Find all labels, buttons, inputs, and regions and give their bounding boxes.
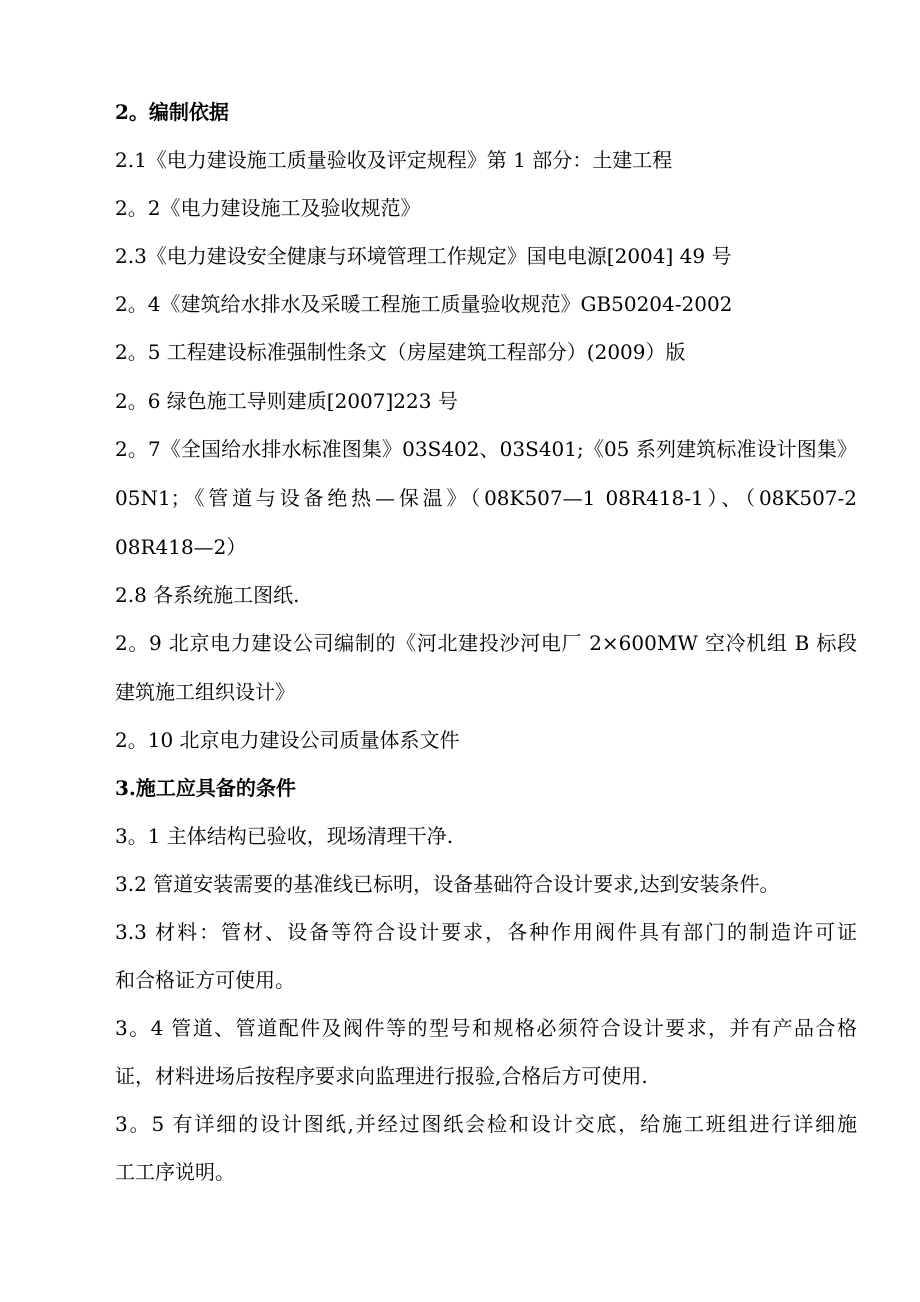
section-3-item-5-line-2: 工工序说明。 xyxy=(115,1160,235,1184)
section-2-item-6: 2。6 绿色施工导则建质[2007]223 号 xyxy=(115,389,458,413)
section-2-item-3: 2.3《电力建设安全健康与环境管理工作规定》国电电源[2004] 49 号 xyxy=(115,244,732,268)
section-3-item-2: 3.2 管道安装需要的基准线已标明，设备基础符合设计要求,达到安装条件。 xyxy=(115,872,780,896)
section-2-heading: 2。编制依据 xyxy=(115,100,229,124)
section-2-item-1: 2.1《电力建设施工质量验收及评定规程》第 1 部分：土建工程 xyxy=(115,148,673,172)
section-3-heading: 3.施工应具备的条件 xyxy=(115,776,296,800)
section-2-item-7-line-1: 2。7《全国给水排水标准图集》03S402、03S401;《05 系列建筑标准设计图集》 xyxy=(115,437,857,461)
section-2-item-4: 2。4《建筑给水排水及采暖工程施工质量验收规范》GB50204-2002 xyxy=(115,292,733,316)
section-2-item-9-line-1: 2。9 北京电力建设公司编制的《河北建投沙河电厂 2×600MW 空冷机组 B 标段 xyxy=(115,631,857,655)
section-3-item-1: 3。1 主体结构已验收，现场清理干净. xyxy=(115,824,454,848)
section-3-item-3-line-2: 和合格证方可使用。 xyxy=(115,968,295,992)
section-2-item-10: 2。10 北京电力建设公司质量体系文件 xyxy=(115,728,460,752)
section-2-item-2: 2。2《电力建设施工及验收规范》 xyxy=(115,196,421,220)
section-3-item-4-line-1: 3。4 管道、管道配件及阀件等的型号和规格必须符合设计要求，并有产品合格 xyxy=(115,1016,857,1040)
section-2-item-9-line-2: 建筑施工组织设计》 xyxy=(115,680,295,704)
section-2-item-8: 2.8 各系统施工图纸. xyxy=(115,583,300,607)
section-3-item-5-line-1: 3。5 有详细的设计图纸,并经过图纸会检和设计交底，给施工班组进行详细施 xyxy=(115,1112,857,1136)
section-3-item-4-line-2: 证，材料进场后按程序要求向监理进行报验,合格后方可使用. xyxy=(115,1064,648,1088)
section-3-item-3-line-1: 3.3 材料：管材、设备等符合设计要求，各种作用阀件具有部门的制造许可证 xyxy=(115,920,857,944)
section-2-item-7-line-2: 05N1；《管道与设备绝热—保温》（08K507—1 08R418-1）、（08K507-2 xyxy=(115,486,857,510)
section-2-item-5: 2。5 工程建设标准强制性条文（房屋建筑工程部分）(2009）版 xyxy=(115,340,686,364)
section-2-item-7-line-3: 08R418—2） xyxy=(115,535,247,559)
